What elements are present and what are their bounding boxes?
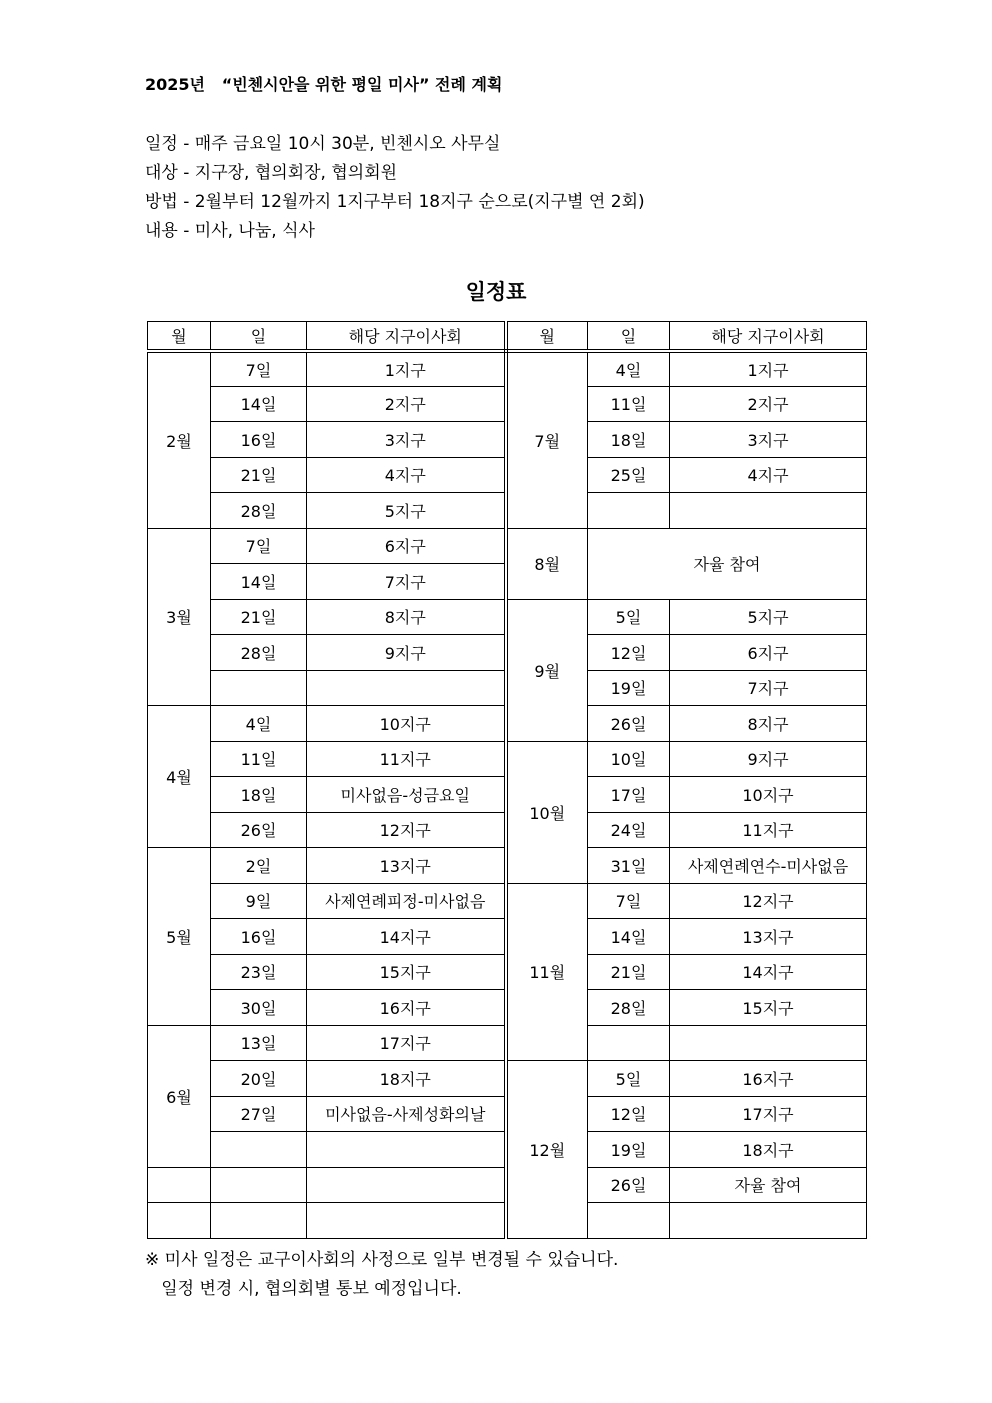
left-district-cell: 14지구 bbox=[307, 919, 506, 955]
info-method-line: 방법 - 2월부터 12월까지 1지구부터 18지구 순으로(지구별 연 2회) bbox=[145, 192, 645, 212]
left-day-cell: 16일 bbox=[211, 422, 307, 458]
left-day-cell: 20일 bbox=[211, 1061, 307, 1097]
right-day-cell: 24일 bbox=[588, 812, 670, 848]
right-district-cell: 17지구 bbox=[670, 1096, 867, 1132]
header-month: 월 bbox=[148, 322, 211, 351]
left-day-cell: 16일 bbox=[211, 919, 307, 955]
right-day-cell: 12일 bbox=[588, 1096, 670, 1132]
header-month: 월 bbox=[506, 322, 588, 351]
left-district-cell: 사제연례피정-미사없음 bbox=[307, 883, 506, 919]
left-district-cell: 3지구 bbox=[307, 422, 506, 458]
right-district-cell bbox=[670, 1025, 867, 1061]
right-district-cell: 13지구 bbox=[670, 919, 867, 955]
left-district-cell: 2지구 bbox=[307, 386, 506, 422]
right-merged-note-cell: 자율 참여 bbox=[588, 528, 867, 599]
right-day-cell: 19일 bbox=[588, 670, 670, 706]
left-day-cell: 30일 bbox=[211, 990, 307, 1026]
right-month-cell: 12월 bbox=[506, 1061, 588, 1239]
left-district-cell: 15지구 bbox=[307, 954, 506, 990]
footnote bbox=[145, 1246, 618, 1304]
right-day-cell: 31일 bbox=[588, 848, 670, 884]
left-district-cell: 16지구 bbox=[307, 990, 506, 1026]
left-district-cell: 13지구 bbox=[307, 848, 506, 884]
left-day-cell: 7일 bbox=[211, 351, 307, 387]
left-day-cell: 7일 bbox=[211, 528, 307, 564]
info-target-line: 대상 - 지구장, 협의회장, 협의회원 bbox=[145, 163, 398, 183]
left-day-cell: 14일 bbox=[211, 386, 307, 422]
left-day-cell: 27일 bbox=[211, 1096, 307, 1132]
right-district-cell: 3지구 bbox=[670, 422, 867, 458]
left-day-cell bbox=[211, 1167, 307, 1203]
left-day-cell: 26일 bbox=[211, 812, 307, 848]
right-district-cell: 6지구 bbox=[670, 635, 867, 671]
table-row bbox=[148, 741, 867, 777]
right-day-cell: 26일 bbox=[588, 1167, 670, 1203]
left-district-cell: 17지구 bbox=[307, 1025, 506, 1061]
info-content-line: 내용 - 미사, 나눔, 식사 bbox=[145, 221, 315, 241]
right-district-cell: 1지구 bbox=[670, 351, 867, 387]
table-row bbox=[148, 351, 867, 387]
plan-info bbox=[145, 130, 645, 246]
footnote-line: 일정 변경 시, 협의회별 통보 예정입니다. bbox=[145, 1279, 462, 1299]
right-district-cell: 12지구 bbox=[670, 883, 867, 919]
right-day-cell bbox=[588, 493, 670, 529]
right-district-cell: 15지구 bbox=[670, 990, 867, 1026]
left-month-cell: 3월 bbox=[148, 528, 211, 706]
left-day-cell: 13일 bbox=[211, 1025, 307, 1061]
left-district-cell: 8지구 bbox=[307, 599, 506, 635]
right-day-cell: 7일 bbox=[588, 883, 670, 919]
right-day-cell: 28일 bbox=[588, 990, 670, 1026]
left-day-cell: 23일 bbox=[211, 954, 307, 990]
right-district-cell: 자율 참여 bbox=[670, 1167, 867, 1203]
right-month-cell: 11월 bbox=[506, 883, 588, 1061]
table-row bbox=[148, 1061, 867, 1097]
left-day-cell: 14일 bbox=[211, 564, 307, 600]
left-district-cell: 12지구 bbox=[307, 812, 506, 848]
right-day-cell: 11일 bbox=[588, 386, 670, 422]
right-day-cell: 5일 bbox=[588, 1061, 670, 1097]
right-day-cell: 21일 bbox=[588, 954, 670, 990]
document-title: 2025년 “빈첸시안을 위한 평일 미사” 전례 계획 bbox=[145, 75, 503, 94]
right-day-cell: 4일 bbox=[588, 351, 670, 387]
right-district-cell: 7지구 bbox=[670, 670, 867, 706]
footnote-line: ※ 미사 일정은 교구이사회의 사정으로 일부 변경될 수 있습니다. bbox=[145, 1250, 619, 1270]
right-district-cell: 11지구 bbox=[670, 812, 867, 848]
left-district-cell: 6지구 bbox=[307, 528, 506, 564]
right-district-cell: 10지구 bbox=[670, 777, 867, 813]
table-row bbox=[148, 883, 867, 919]
left-month-cell bbox=[148, 1203, 211, 1239]
right-day-cell bbox=[588, 1203, 670, 1239]
left-month-cell: 4월 bbox=[148, 706, 211, 848]
left-district-cell: 9지구 bbox=[307, 635, 506, 671]
right-day-cell: 10일 bbox=[588, 741, 670, 777]
right-day-cell: 19일 bbox=[588, 1132, 670, 1168]
right-month-cell: 7월 bbox=[506, 351, 588, 529]
left-day-cell: 28일 bbox=[211, 635, 307, 671]
left-day-cell: 11일 bbox=[211, 741, 307, 777]
right-district-cell: 18지구 bbox=[670, 1132, 867, 1168]
left-district-cell: 7지구 bbox=[307, 564, 506, 600]
left-day-cell: 9일 bbox=[211, 883, 307, 919]
right-month-cell: 8월 bbox=[506, 528, 588, 599]
left-month-cell: 2월 bbox=[148, 351, 211, 529]
right-district-cell: 16지구 bbox=[670, 1061, 867, 1097]
left-district-cell: 5지구 bbox=[307, 493, 506, 529]
left-day-cell: 21일 bbox=[211, 457, 307, 493]
left-district-cell: 1지구 bbox=[307, 351, 506, 387]
left-month-cell: 6월 bbox=[148, 1025, 211, 1167]
header-day: 일 bbox=[588, 322, 670, 351]
right-district-cell bbox=[670, 1203, 867, 1239]
right-day-cell: 25일 bbox=[588, 457, 670, 493]
left-month-cell: 5월 bbox=[148, 848, 211, 1026]
left-district-cell bbox=[307, 1132, 506, 1168]
header-district: 해당 지구이사회 bbox=[670, 322, 867, 351]
table-header-row bbox=[148, 322, 867, 351]
schedule-table bbox=[147, 321, 867, 1239]
left-day-cell: 28일 bbox=[211, 493, 307, 529]
left-district-cell: 11지구 bbox=[307, 741, 506, 777]
left-day-cell bbox=[211, 1132, 307, 1168]
right-district-cell: 8지구 bbox=[670, 706, 867, 742]
left-district-cell: 18지구 bbox=[307, 1061, 506, 1097]
right-day-cell: 14일 bbox=[588, 919, 670, 955]
schedule-title: 일정표 bbox=[465, 280, 527, 304]
right-day-cell: 18일 bbox=[588, 422, 670, 458]
header-day: 일 bbox=[211, 322, 307, 351]
info-schedule-line: 일정 - 매주 금요일 10시 30분, 빈첸시오 사무실 bbox=[145, 134, 501, 154]
right-district-cell bbox=[670, 493, 867, 529]
header-district: 해당 지구이사회 bbox=[307, 322, 506, 351]
right-day-cell: 26일 bbox=[588, 706, 670, 742]
table-row bbox=[148, 599, 867, 635]
right-district-cell: 2지구 bbox=[670, 386, 867, 422]
right-day-cell: 5일 bbox=[588, 599, 670, 635]
table-row bbox=[148, 528, 867, 564]
left-district-cell bbox=[307, 1203, 506, 1239]
left-day-cell: 4일 bbox=[211, 706, 307, 742]
right-month-cell: 9월 bbox=[506, 599, 588, 741]
left-day-cell: 18일 bbox=[211, 777, 307, 813]
schedule-body bbox=[148, 351, 867, 1239]
right-district-cell: 9지구 bbox=[670, 741, 867, 777]
right-month-cell: 10월 bbox=[506, 741, 588, 883]
left-district-cell bbox=[307, 1167, 506, 1203]
left-day-cell bbox=[211, 670, 307, 706]
left-district-cell: 미사없음-성금요일 bbox=[307, 777, 506, 813]
left-district-cell bbox=[307, 670, 506, 706]
left-day-cell bbox=[211, 1203, 307, 1239]
left-day-cell: 21일 bbox=[211, 599, 307, 635]
right-district-cell: 사제연례연수-미사없음 bbox=[670, 848, 867, 884]
right-district-cell: 14지구 bbox=[670, 954, 867, 990]
right-district-cell: 5지구 bbox=[670, 599, 867, 635]
right-district-cell: 4지구 bbox=[670, 457, 867, 493]
left-district-cell: 미사없음-사제성화의날 bbox=[307, 1096, 506, 1132]
left-district-cell: 4지구 bbox=[307, 457, 506, 493]
left-district-cell: 10지구 bbox=[307, 706, 506, 742]
right-day-cell bbox=[588, 1025, 670, 1061]
left-month-cell bbox=[148, 1167, 211, 1203]
right-day-cell: 17일 bbox=[588, 777, 670, 813]
left-day-cell: 2일 bbox=[211, 848, 307, 884]
right-day-cell: 12일 bbox=[588, 635, 670, 671]
